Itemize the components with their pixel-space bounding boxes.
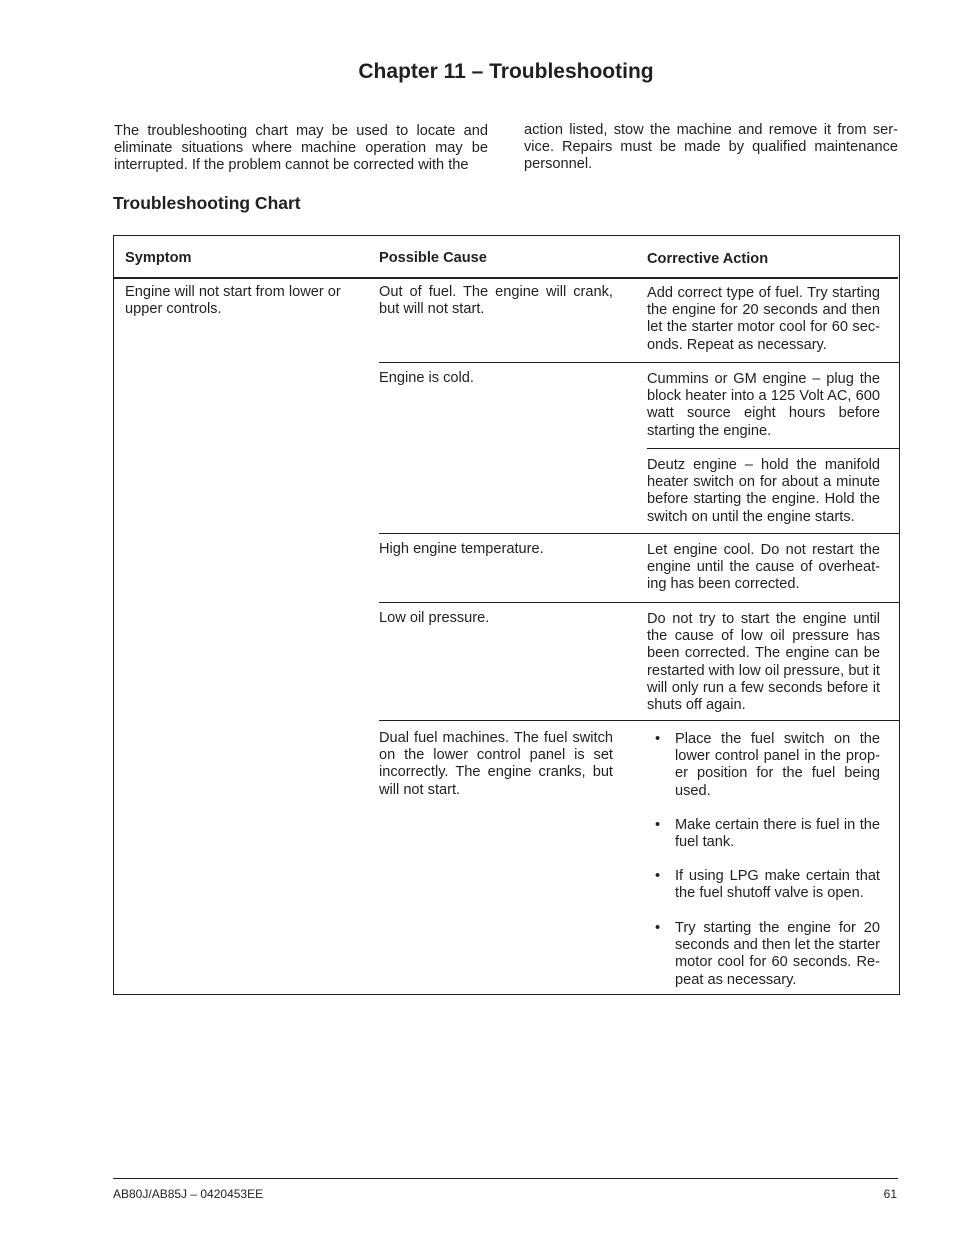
row-divider [379,533,899,534]
action-add-fuel: Add correct type of fuel. Try starting the engine for 20 seconds and then let the starter motor cool for 60 sec-onds. Repeat as necessary. [647,285,880,353]
action-bullet-try-starting: Try starting the engine for 20 seconds and then let the starter motor cool for 60 seconds. Re-peat as necessary. [675,920,880,988]
chapter-title: Chapter 11 – Troubleshooting [358,60,654,83]
row-divider [379,362,899,363]
row-divider [379,720,899,721]
action-low-oil: Do not try to start the engine until the cause of low oil pressure has been corrected. The engine can be restarted with low oil pressure, but it will only run a few seconds before it shuts off again. [647,611,880,714]
cause-high-temperature: High engine temperature. [379,541,544,557]
symptom-text: Engine will not start from lower or upper controls. [125,284,341,318]
cause-dual-fuel: Dual fuel machines. The fuel switch on the lower control panel is set incorrectly. The engine cranks, but will not start. [379,730,613,798]
cause-engine-cold: Engine is cold. [379,370,474,386]
cause-out-of-fuel: Out of fuel. The engine will crank, but will not start. [379,284,613,318]
intro-line-1: The troubleshooting chart may be used to locate and [114,123,488,139]
intro-line-2: eliminate situations where machine operation may be [114,140,488,156]
action-let-cool: Let engine cool. Do not restart the engine until the cause of overheat-ing has been corrected. [647,542,880,593]
action-bullet-lpg-valve: If using LPG make certain that the fuel shutoff valve is open. [675,868,880,902]
action-bullet-fuel-tank: Make certain there is fuel in the fuel tank. [675,817,880,851]
page-number: 61 [883,1187,897,1201]
intro-line-3: interrupted. If the problem cannot be corrected with the [114,157,469,173]
bullet-marker: • [655,731,661,747]
footer-model-doc: AB80J/AB85J – 0420453EE [113,1187,264,1201]
footer-rule [113,1178,898,1179]
cause-low-oil-pressure: Low oil pressure. [379,610,490,626]
header-symptom: Symptom [125,250,192,266]
header-possible-cause: Possible Cause [379,250,487,266]
row-divider [647,448,899,449]
header-divider [113,277,898,279]
bullet-marker: • [655,920,661,936]
action-cummins-gm: Cummins or GM engine – plug the block heater into a 125 Volt AC, 600 watt source eight hours before starting the engine. [647,371,880,439]
bullet-marker: • [655,868,661,884]
action-bullet-fuel-switch: Place the fuel switch on the lower control panel in the prop-er position for the fuel being used. [675,731,880,799]
intro-right-paragraph: action listed, stow the machine and remove it from ser-vice. Repairs must be made by qualified maintenance personnel. [524,122,898,173]
row-divider [379,602,899,603]
header-corrective-action: Corrective Action [647,251,769,267]
section-title: Troubleshooting Chart [113,193,301,213]
bullet-marker: • [655,817,661,833]
action-deutz: Deutz engine – hold the manifold heater switch on for about a minute before starting the engine. Hold the switch on until the engine starts. [647,457,880,525]
